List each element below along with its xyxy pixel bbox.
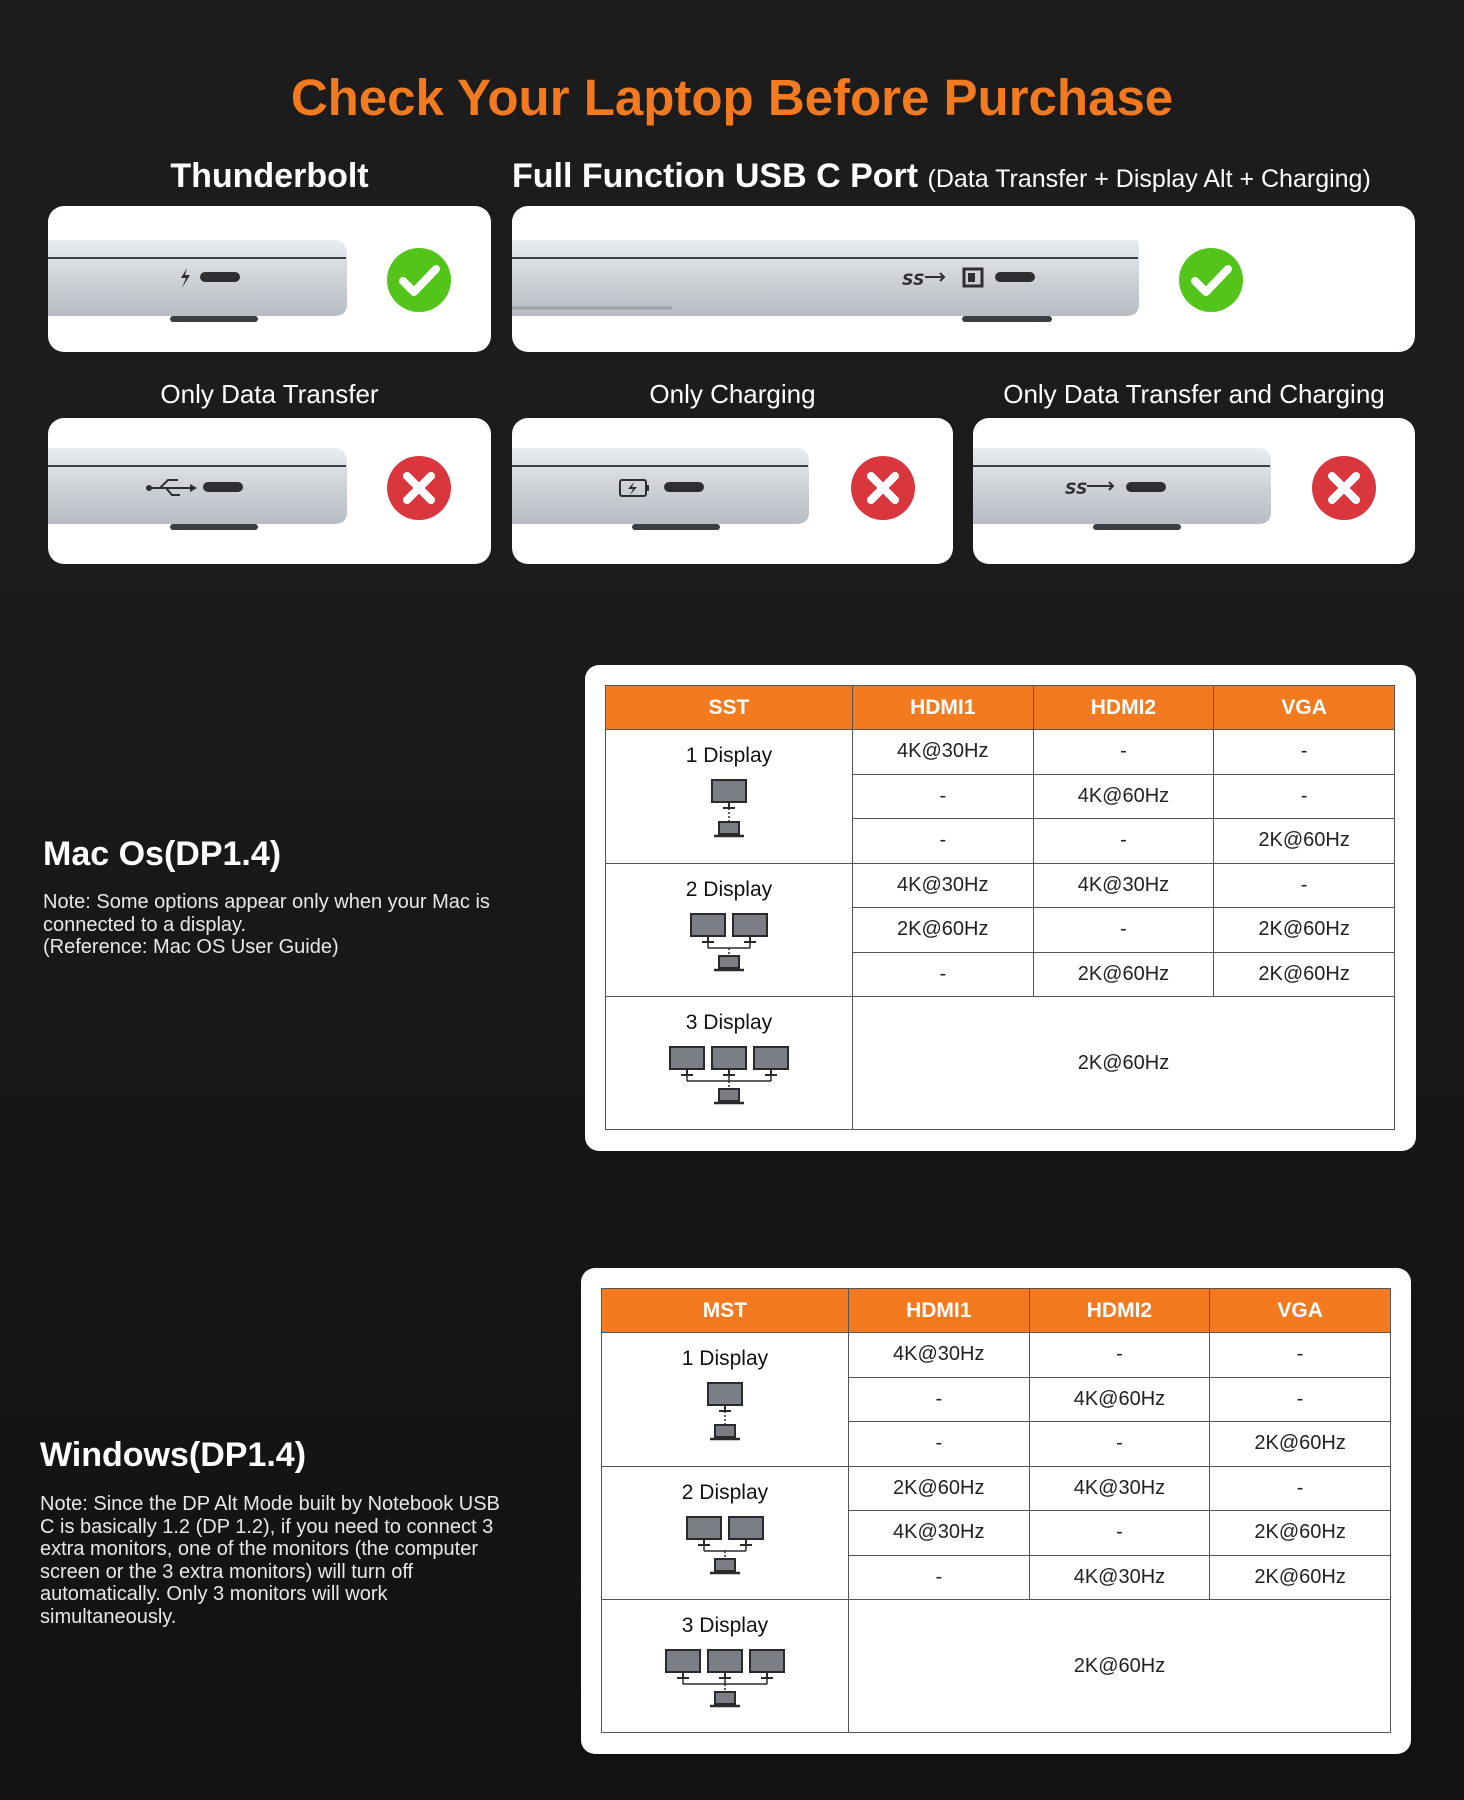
table-cell: 2K@60Hz <box>1210 1555 1391 1600</box>
note-line: Note: Some options appear only when your Mac is <box>43 891 490 913</box>
full-function-title: Full Function USB C Port <box>512 157 919 195</box>
column-header: MST <box>602 1289 849 1333</box>
table-cell: - <box>848 1377 1029 1422</box>
column-header: VGA <box>1210 1289 1391 1333</box>
windows-display-table <box>601 1288 1391 1733</box>
column-header: HDMI2 <box>1029 1289 1210 1333</box>
laptop-edge <box>512 206 1415 352</box>
only-data-charging-card <box>973 418 1415 564</box>
table-row <box>606 730 1395 775</box>
mac-table-card <box>585 665 1416 1151</box>
only-charging-label: Only Charging <box>649 379 816 409</box>
table-cell: - <box>1033 908 1214 953</box>
table-cell: 4K@30Hz <box>1029 1466 1210 1511</box>
display-mode-cell <box>602 1333 849 1467</box>
full-function-card <box>512 206 1415 352</box>
table-cell: 2K@60Hz <box>1033 952 1214 997</box>
display-mode-label: 2 Display <box>685 877 773 901</box>
thunderbolt-card <box>48 206 491 352</box>
only-data-charging-label: Only Data Transfer and Charging <box>1003 379 1385 409</box>
laptop-edge <box>973 418 1415 564</box>
table-cell: - <box>848 1555 1029 1600</box>
laptop-edge <box>512 418 953 564</box>
windows-note <box>40 1493 520 1628</box>
table-cell: - <box>1029 1422 1210 1467</box>
full-function-detail: (Data Transfer + Display Alt + Charging) <box>927 165 1371 193</box>
table-cell: - <box>852 819 1033 864</box>
only-data-label: Only Data Transfer <box>160 379 379 409</box>
mac-note <box>43 891 513 959</box>
only-charging-card <box>512 418 953 564</box>
display-mode-label: 1 Display <box>685 744 773 767</box>
table-cell: 2K@60Hz <box>848 1466 1029 1511</box>
display-mode-label: 3 Display <box>685 1011 773 1034</box>
table-row <box>602 1466 1391 1511</box>
header-row <box>606 686 1395 730</box>
monitors-icon <box>664 1648 786 1710</box>
table-cell: - <box>1210 1466 1391 1511</box>
table-cell: 4K@60Hz <box>1033 774 1214 819</box>
table-cell: 4K@30Hz <box>852 730 1033 775</box>
cross-icon <box>387 456 451 520</box>
column-header: SST <box>606 686 853 730</box>
usb-c-port <box>203 482 243 492</box>
display-mode-cell <box>606 730 853 864</box>
header-row <box>602 1289 1391 1333</box>
windows-table-card <box>581 1268 1411 1754</box>
page-title: Check Your Laptop Before Purchase <box>290 69 1174 126</box>
full-function-label <box>512 156 1371 199</box>
table-cell: - <box>852 952 1033 997</box>
usb-c-port <box>664 482 704 492</box>
table-cell: - <box>1029 1511 1210 1556</box>
column-header: HDMI2 <box>1033 686 1214 730</box>
note-line: connected to a display. <box>43 913 247 936</box>
display-mode-cell <box>602 1466 849 1600</box>
table-row <box>606 997 1395 1130</box>
note-line: Note: Since the DP Alt Mode built by Notebook USB <box>40 1493 500 1515</box>
table-cell: 4K@30Hz <box>1033 863 1214 908</box>
table-cell: - <box>1214 730 1395 775</box>
cross-icon <box>851 456 915 520</box>
check-icon <box>387 248 451 312</box>
note-line: simultaneously. <box>40 1605 177 1628</box>
table-cell: 2K@60Hz <box>1214 952 1395 997</box>
note-line: (Reference: Mac OS User Guide) <box>43 936 339 958</box>
laptop-edge <box>48 206 491 352</box>
usb-c-port <box>995 272 1035 282</box>
table-row <box>602 1600 1391 1733</box>
display-mode-cell <box>606 863 853 997</box>
column-header: VGA <box>1214 686 1395 730</box>
table-cell: 4K@30Hz <box>848 1511 1029 1556</box>
monitors-icon <box>668 1045 790 1107</box>
table-cell: - <box>1214 863 1395 908</box>
table-cell: 2K@60Hz <box>1210 1511 1391 1556</box>
merged-cell: 2K@60Hz <box>848 1600 1390 1733</box>
table-cell: 2K@60Hz <box>1210 1422 1391 1467</box>
table-cell: 4K@60Hz <box>1029 1377 1210 1422</box>
display-mode-cell <box>606 997 853 1130</box>
check-icon <box>1179 248 1243 312</box>
mac-display-table <box>605 685 1395 1130</box>
usb-c-port <box>200 272 240 282</box>
monitors-icon <box>685 1515 765 1577</box>
table-cell: - <box>1029 1333 1210 1378</box>
laptop-edge <box>48 418 491 564</box>
table-cell: - <box>1210 1377 1391 1422</box>
table-cell: 2K@60Hz <box>852 908 1033 953</box>
monitors-icon <box>699 778 759 840</box>
table-cell: - <box>848 1422 1029 1467</box>
display-mode-label: 2 Display <box>681 1480 769 1504</box>
table-cell: 4K@30Hz <box>852 863 1033 908</box>
table-row <box>602 1333 1391 1378</box>
superspeed-icon: SS <box>1065 479 1088 498</box>
table-cell: 4K@30Hz <box>1029 1555 1210 1600</box>
note-line: extra monitors, one of the monitors (the computer <box>40 1538 478 1560</box>
mac-section-title: Mac Os(DP1.4) <box>43 835 282 873</box>
column-header: HDMI1 <box>852 686 1033 730</box>
table-cell: - <box>1033 730 1214 775</box>
table-cell: - <box>1210 1333 1391 1378</box>
table-cell: 2K@60Hz <box>1214 819 1395 864</box>
thunderbolt-label: Thunderbolt <box>170 157 369 195</box>
table-cell: - <box>1214 774 1395 819</box>
note-line: automatically. Only 3 monitors will work <box>40 1583 388 1605</box>
table-cell: 2K@60Hz <box>1214 908 1395 953</box>
table-row <box>606 863 1395 908</box>
table-cell: - <box>852 774 1033 819</box>
superspeed-icon: SS <box>902 270 925 289</box>
display-mode-label: 3 Display <box>681 1614 769 1637</box>
windows-section-title: Windows(DP1.4) <box>40 1436 307 1474</box>
table-cell: - <box>1033 819 1214 864</box>
only-data-card <box>48 418 491 564</box>
merged-cell: 2K@60Hz <box>852 997 1394 1130</box>
note-line: C is basically 1.2 (DP 1.2), if you need to connect 3 <box>40 1515 494 1538</box>
monitors-icon <box>689 912 769 974</box>
display-mode-label: 1 Display <box>681 1347 769 1370</box>
note-line: screen or the 3 extra monitors) will turn off <box>40 1560 414 1583</box>
table-cell: 4K@30Hz <box>848 1333 1029 1378</box>
monitors-icon <box>695 1381 755 1443</box>
display-mode-cell <box>602 1600 849 1733</box>
usb-c-port <box>1126 482 1166 492</box>
column-header: HDMI1 <box>848 1289 1029 1333</box>
cross-icon <box>1312 456 1376 520</box>
